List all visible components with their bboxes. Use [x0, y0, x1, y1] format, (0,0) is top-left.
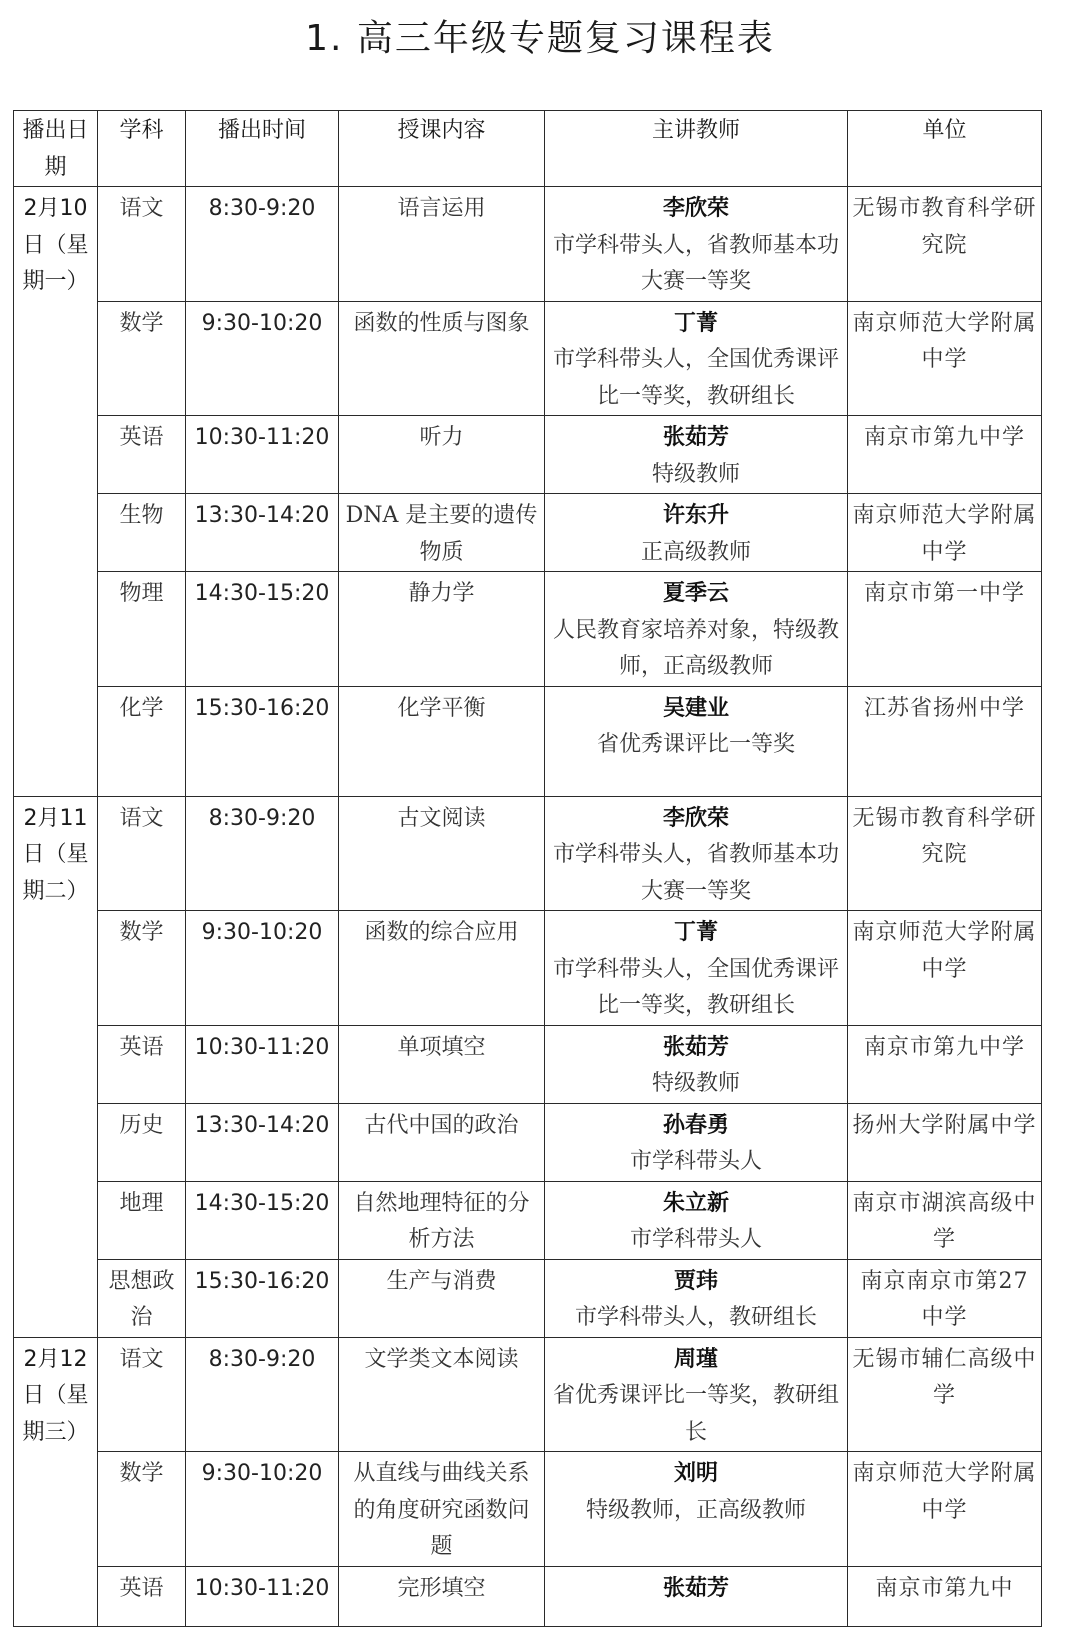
table-row	[14, 1103, 1042, 1181]
header-row	[14, 111, 1042, 187]
teacher-cell	[545, 187, 848, 302]
unit-cell: 南京市第九中	[848, 1566, 1042, 1626]
teacher-titles: 省优秀课评比一等奖	[596, 732, 795, 757]
date-cell: 2月10日（星期一）	[14, 187, 98, 797]
teacher-titles: 人民教育家培养对象，特级教师，正高级教师	[552, 617, 839, 679]
table-row	[14, 1259, 1042, 1337]
teacher-titles: 市学科带头人	[629, 1149, 762, 1174]
date-cell: 2月11日（星期二）	[14, 796, 98, 1337]
teacher-cell	[545, 494, 848, 572]
unit-cell: 无锡市教育科学研究院	[848, 187, 1042, 302]
teacher-name: 许东升	[662, 503, 729, 528]
topic-cell: 从直线与曲线关系的角度研究函数问题	[339, 1452, 545, 1567]
teacher-cell	[545, 1337, 848, 1452]
unit-cell: 南京师范大学附属中学	[848, 301, 1042, 416]
topic-cell: 函数的综合应用	[339, 911, 545, 1026]
header-unit: 单位	[848, 111, 1042, 187]
time-cell: 15:30-16:20	[186, 1259, 339, 1337]
teacher-name: 丁菁	[673, 920, 718, 945]
teacher-cell	[545, 1181, 848, 1259]
table-row	[14, 1337, 1042, 1452]
teacher-name: 孙春勇	[662, 1112, 729, 1138]
teacher-cell	[545, 416, 848, 494]
time-cell: 13:30-14:20	[186, 494, 339, 572]
time-cell: 8:30-9:20	[186, 187, 339, 302]
time-cell: 9:30-10:20	[186, 1452, 339, 1567]
subject-cell: 物理	[98, 572, 186, 687]
teacher-name: 张茹芳	[662, 1575, 729, 1601]
teacher-titles: 市学科带头人，全国优秀课评比一等奖，教研组长	[552, 347, 839, 409]
table-row	[14, 1452, 1042, 1567]
teacher-titles: 特级教师，正高级教师	[585, 1497, 806, 1523]
time-cell: 14:30-15:20	[186, 1181, 339, 1259]
table-row	[14, 1025, 1042, 1103]
subject-cell: 生物	[98, 494, 186, 572]
teacher-cell	[545, 1103, 848, 1181]
page-title: 1. 高三年级专题复习课程表	[305, 18, 775, 59]
subject-cell: 语文	[98, 187, 186, 302]
header-topic: 授课内容	[339, 111, 545, 187]
teacher-name: 李欣荣	[662, 196, 729, 221]
topic-cell: 静力学	[339, 572, 545, 687]
teacher-name: 吴建业	[662, 695, 729, 721]
teacher-titles: 市学科带头人，省教师基本功大赛一等奖	[552, 842, 839, 904]
subject-cell: 数学	[98, 1452, 186, 1567]
teacher-cell	[545, 1259, 848, 1337]
subject-cell: 英语	[98, 1566, 186, 1626]
teacher-titles: 市学科带头人，全国优秀课评比一等奖，教研组长	[552, 956, 839, 1018]
subject-cell: 语文	[98, 796, 186, 911]
teacher-cell	[545, 686, 848, 796]
header-time: 播出时间	[186, 111, 339, 187]
topic-cell: 听力	[339, 416, 545, 494]
subject-cell: 英语	[98, 1025, 186, 1103]
teacher-cell	[545, 911, 848, 1026]
table-row	[14, 301, 1042, 416]
table-row	[14, 1181, 1042, 1259]
table-row	[14, 187, 1042, 302]
teacher-titles: 市学科带头人	[629, 1227, 762, 1252]
unit-cell: 无锡市教育科学研究院	[848, 796, 1042, 911]
time-cell: 10:30-11:20	[186, 1025, 339, 1103]
teacher-cell	[545, 301, 848, 416]
unit-cell: 南京市第九中学	[848, 416, 1042, 494]
table-row	[14, 796, 1042, 911]
table-row	[14, 911, 1042, 1026]
time-cell: 10:30-11:20	[186, 416, 339, 494]
table-row	[14, 416, 1042, 494]
subject-cell: 思想政治	[98, 1259, 186, 1337]
time-cell: 14:30-15:20	[186, 572, 339, 687]
teacher-cell	[545, 796, 848, 911]
header-subject: 学科	[98, 111, 186, 187]
time-cell: 8:30-9:20	[186, 1337, 339, 1452]
teacher-titles: 特级教师	[651, 461, 740, 487]
teacher-name: 夏季云	[662, 581, 729, 606]
unit-cell: 扬州大学附属中学	[848, 1103, 1042, 1181]
topic-cell: DNA 是主要的遗传物质	[339, 494, 545, 572]
teacher-name: 丁菁	[673, 310, 718, 336]
unit-cell: 南京师范大学附属中学	[848, 911, 1042, 1026]
teacher-titles: 市学科带头人，省教师基本功大赛一等奖	[552, 232, 839, 294]
teacher-titles: 正高级教师	[640, 539, 751, 565]
topic-cell: 古文阅读	[339, 796, 545, 911]
unit-cell: 南京师范大学附属中学	[848, 494, 1042, 572]
teacher-titles: 省优秀课评比一等奖，教研组长	[552, 1383, 839, 1445]
teacher-name: 贾玮	[673, 1268, 718, 1294]
unit-cell: 江苏省扬州中学	[848, 686, 1042, 796]
topic-cell: 语言运用	[339, 187, 545, 302]
subject-cell: 化学	[98, 686, 186, 796]
topic-cell: 完形填空	[339, 1566, 545, 1626]
header-teacher: 主讲教师	[545, 111, 848, 187]
topic-cell: 函数的性质与图象	[339, 301, 545, 416]
table-row	[14, 572, 1042, 687]
time-cell: 9:30-10:20	[186, 911, 339, 1026]
time-cell: 15:30-16:20	[186, 686, 339, 796]
teacher-titles: 市学科带头人，教研组长	[574, 1305, 817, 1330]
teacher-cell	[545, 572, 848, 687]
header-date: 播出日期	[14, 111, 98, 187]
teacher-cell	[545, 1025, 848, 1103]
teacher-name: 周瑾	[673, 1346, 718, 1372]
date-cell: 2月12日（星期三）	[14, 1337, 98, 1626]
topic-cell: 自然地理特征的分析方法	[339, 1181, 545, 1259]
teacher-name: 朱立新	[662, 1190, 729, 1216]
teacher-name: 刘明	[673, 1461, 718, 1486]
subject-cell: 英语	[98, 416, 186, 494]
topic-cell: 文学类文本阅读	[339, 1337, 545, 1452]
teacher-name: 张茹芳	[662, 1034, 729, 1060]
table-row	[14, 1566, 1042, 1626]
unit-cell: 南京市湖滨高级中学	[848, 1181, 1042, 1259]
time-cell: 10:30-11:20	[186, 1566, 339, 1626]
unit-cell: 南京师范大学附属中学	[848, 1452, 1042, 1567]
teacher-titles: 特级教师	[651, 1071, 740, 1096]
topic-cell: 单项填空	[339, 1025, 545, 1103]
subject-cell: 数学	[98, 301, 186, 416]
topic-cell: 生产与消费	[339, 1259, 545, 1337]
unit-cell: 南京市第一中学	[848, 572, 1042, 687]
table-row	[14, 686, 1042, 796]
teacher-name: 李欣荣	[662, 805, 729, 831]
time-cell: 8:30-9:20	[186, 796, 339, 911]
teacher-cell	[545, 1452, 848, 1567]
subject-cell: 语文	[98, 1337, 186, 1452]
subject-cell: 地理	[98, 1181, 186, 1259]
topic-cell: 化学平衡	[339, 686, 545, 796]
unit-cell: 无锡市辅仁高级中学	[848, 1337, 1042, 1452]
unit-cell: 南京市第九中学	[848, 1025, 1042, 1103]
subject-cell: 历史	[98, 1103, 186, 1181]
subject-cell: 数学	[98, 911, 186, 1026]
time-cell: 13:30-14:20	[186, 1103, 339, 1181]
schedule-table	[13, 110, 1042, 1627]
time-cell: 9:30-10:20	[186, 301, 339, 416]
teacher-cell	[545, 1566, 848, 1626]
teacher-name: 张茹芳	[662, 425, 729, 450]
unit-cell: 南京南京市第27中学	[848, 1259, 1042, 1337]
topic-cell: 古代中国的政治	[339, 1103, 545, 1181]
table-row	[14, 494, 1042, 572]
